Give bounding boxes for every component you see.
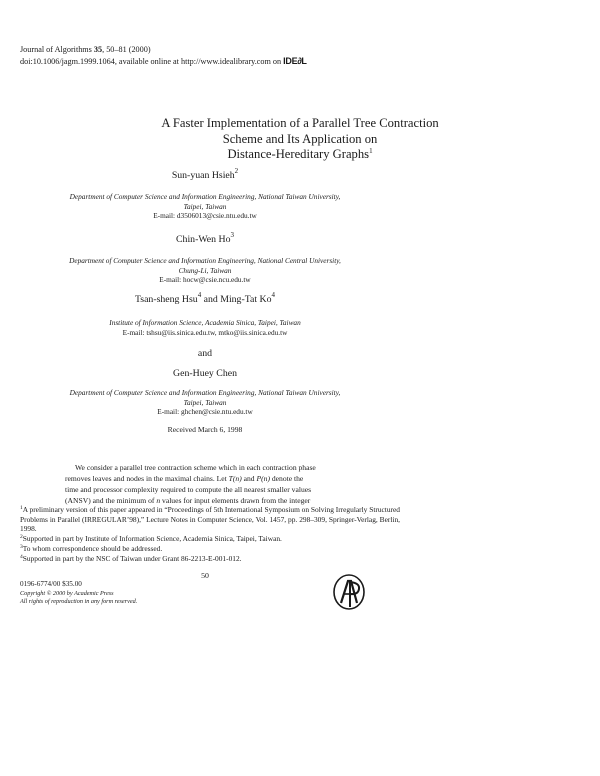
ideal-logo: IDE∂L [283,56,307,66]
affiliation: Department of Computer Science and Information Engineering, National Central University, Chung-Li, Taiwan E-mail: hocw@csie.ncu.edu.tw [20,256,390,285]
abstract: We consider a parallel tree contraction scheme which in each contraction phase removes leaves and nodes in the maximal chains. Let T(n) and P(n) denote the time and processor complexity required to compute the all nearest smaller values (ANSV) and the minimum of n values for input elements drawn from the integer [65,463,316,505]
issn-price: 0196-6774/00 $35.00 [20,580,82,588]
email: E-mail: d3506013@csie.ntu.edu.tw [153,211,257,220]
affiliation: Department of Computer Science and Information Engineering, National Taiwan University, Taipei, Taiwan E-mail: ghchen@csie.ntu.edu.tw [20,388,390,417]
author-name: Sun-yuan Hsieh$^2$ [171,167,239,181]
rights-line: All rights of reproduction in any form reserved. [20,598,138,605]
footnote: $^1$A preliminary version of this paper appeared in “Proceedings of 5th International Symposium on Solving Irregularly Structured Problems in Parallel (IRREGULAR’98),” Lecture Notes in Computer Science, Vol. 1457, pp. 298–309, Springer-Verlag, Berlin, 1998. [20,505,400,534]
page-number: 50 [201,571,209,580]
copyright-line: Copyright © 2000 by Academic Press [20,590,114,597]
paper-title: A Faster Implementation of a Parallel Tree Contraction Scheme and Its Application on Distance-Hereditary Graphs$^1$ [161,116,439,161]
email: E-mail: hocw@csie.ncu.edu.tw [159,275,251,284]
footnote: $^2$Supported in part by Institute of Information Science, Academia Sinica, Taipei, Taiwan. [20,534,282,543]
author-name: Chin-Wen Ho$^3$ [176,231,234,245]
affiliation: Department of Computer Science and Information Engineering, National Taiwan University, Taipei, Taiwan E-mail: d3506013@csie.ntu.edu.tw [20,192,390,221]
email: E-mail: ghchen@csie.ntu.edu.tw [157,407,253,416]
doi-line[interactable]: doi:10.1006/jagm.1999.1064, available online at http://www.idealibrary.com on IDE∂L [20,56,307,66]
footnote: $^3$To whom correspondence should be addressed. [20,544,163,553]
email: E-mail: tshsu@iis.sinica.edu.tw, mtko@iis.sinica.edu.tw [122,327,288,337]
received-date: Received March 6, 1998 [167,425,243,434]
and-connector: and [197,348,213,359]
academic-press-logo-icon [332,573,366,613]
journal-citation: Journal of Algorithms 35, 50–81 (2000) [20,45,151,54]
affiliation: Institute of Information Science, Academia Sinica, Taipei, Taiwan E-mail: tshsu@iis.sinica.edu.tw, mtko@iis.sinica.edu.tw [20,318,390,337]
footnote: $^4$Supported in part by the NSC of Taiwan under Grant 86-2213-E-001-012. [20,554,242,563]
author-name: Gen-Huey Chen [173,368,237,379]
author-name: Tsan-sheng Hsu$^4$ and Ming-Tat Ko$^4$ [134,291,276,305]
